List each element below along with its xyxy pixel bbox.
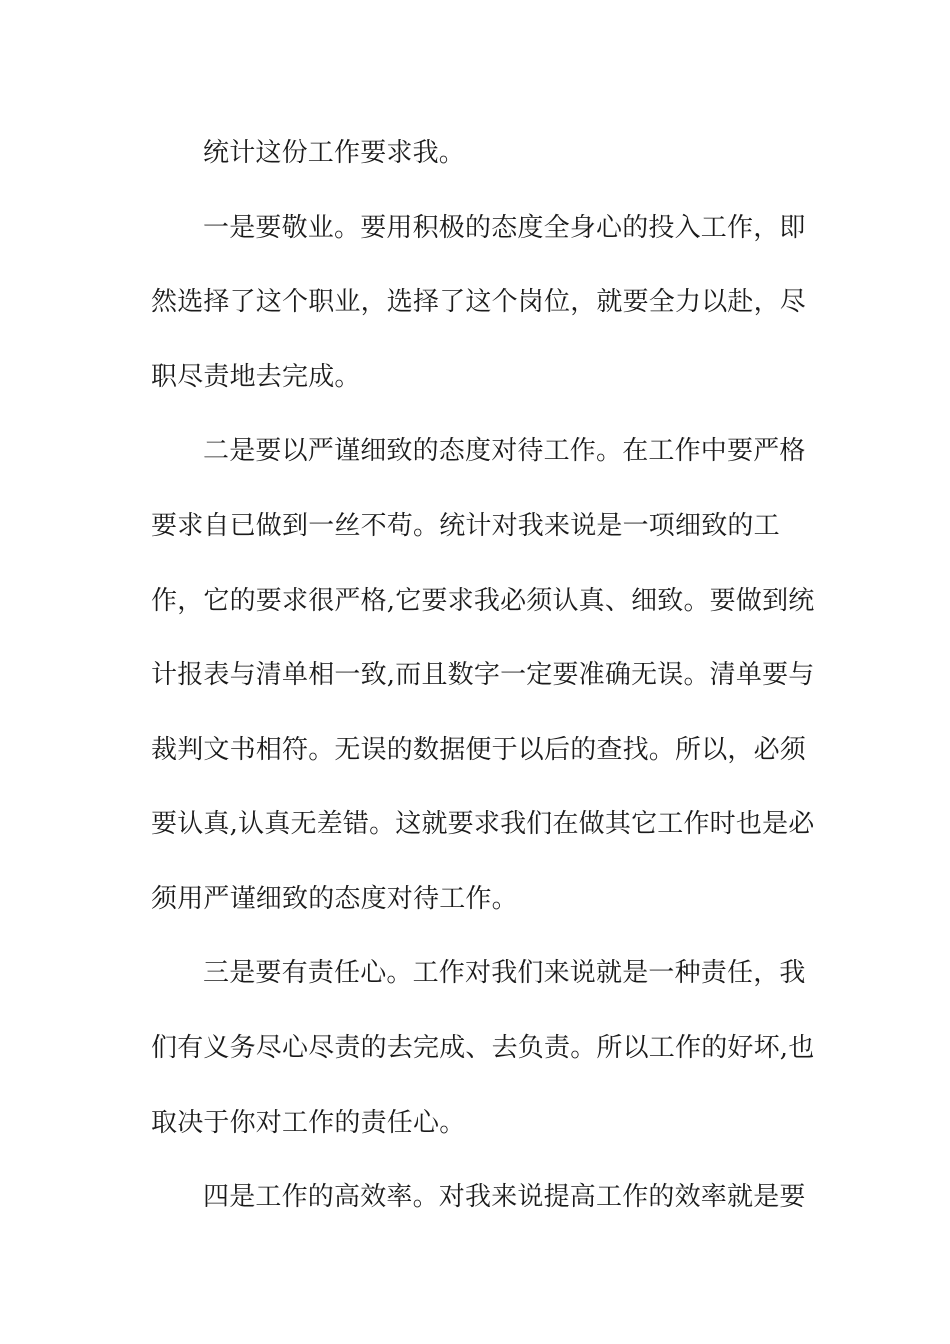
paragraph-line: 要求自已做到一丝不苟。统计对我来说是一项细致的工 — [151, 511, 780, 541]
paragraph-line: 们有义务尽心尽责的去完成、去负责。所以工作的好坏,也 — [151, 1033, 815, 1063]
paragraph-line: 四是工作的高效率。对我来说提高工作的效率就是要 — [203, 1182, 806, 1212]
paragraph-line: 作，它的要求很严格,它要求我必须认真、细致。要做到统 — [151, 586, 815, 616]
paragraph-line: 取决于你对工作的责任心。 — [151, 1108, 466, 1138]
paragraph-line: 一是要敬业。要用积极的态度全身心的投入工作，即 — [203, 213, 806, 243]
paragraph-line: 然选择了这个职业，选择了这个岗位，就要全力以赴，尽 — [151, 287, 807, 317]
paragraph-line: 统计这份工作要求我。 — [203, 138, 466, 168]
paragraph-line: 二是要以严谨细致的态度对待工作。在工作中要严格 — [203, 436, 806, 466]
paragraph-line: 要认真,认真无差错。这就要求我们在做其它工作时也是必 — [151, 809, 815, 839]
paragraph-line: 计报表与清单相一致,而且数字一定要准确无误。清单要与 — [151, 660, 815, 690]
paragraph-line: 裁判文书相符。无误的数据便于以后的查找。所以，必须 — [151, 735, 807, 765]
paragraph-line: 须用严谨细致的态度对待工作。 — [151, 884, 518, 914]
paragraph-line: 三是要有责任心。工作对我们来说就是一种责任，我 — [203, 958, 806, 988]
paragraph-line: 职尽责地去完成。 — [151, 362, 361, 392]
